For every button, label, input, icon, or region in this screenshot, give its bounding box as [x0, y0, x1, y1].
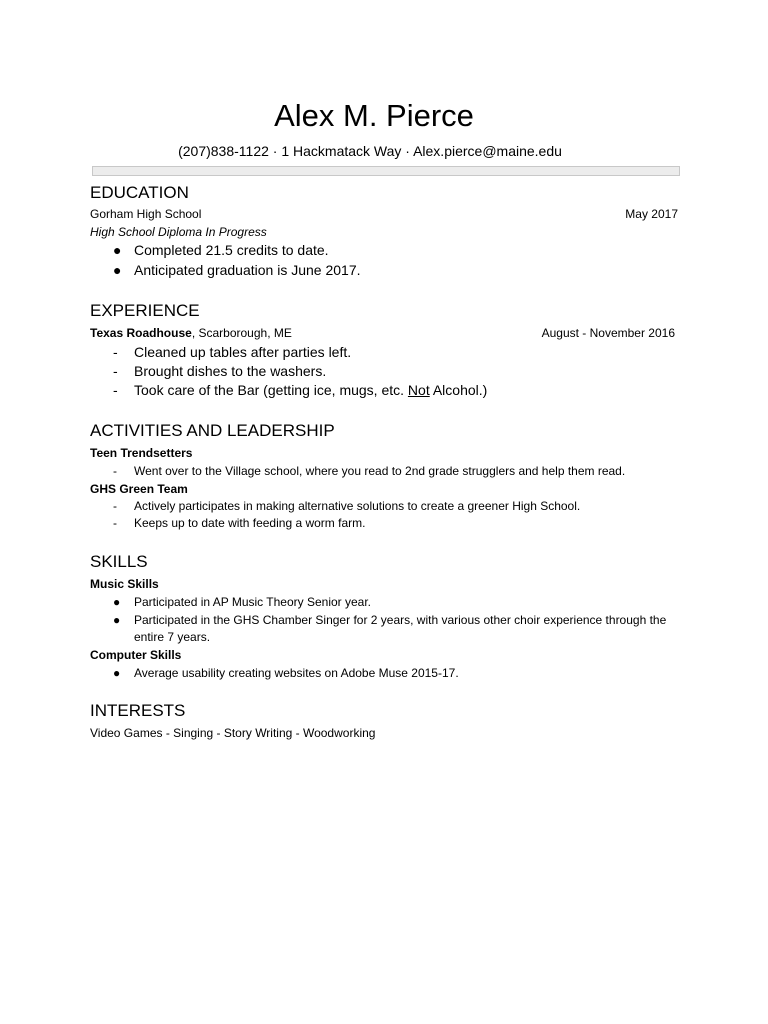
experience-date: August - November 2016	[541, 326, 675, 340]
bullet-dot: ●	[113, 242, 122, 258]
contact-line: (207)838-1122 · 1 Hackmatack Way · Alex.pierce@maine.edu	[178, 143, 562, 159]
skill-group-title: Music Skills	[90, 577, 159, 591]
activity-title: Teen Trendsetters	[90, 446, 193, 460]
experience-heading: EXPERIENCE	[90, 301, 200, 320]
employer-location: , Scarborough, ME	[191, 326, 292, 340]
education-heading: EDUCATION	[90, 183, 189, 202]
school-name: Gorham High School	[90, 207, 202, 221]
bullet-dot: ●	[113, 666, 121, 680]
bullet-dash: -	[113, 464, 117, 478]
bullet-dot: ●	[113, 262, 122, 278]
bullet-text: Participated in the GHS Chamber Singer for 2 years, with various other choir experience through the entire 7 years.	[134, 613, 667, 644]
bullet-text: Actively participates in making alternative solutions to create a greener High School.	[134, 499, 581, 513]
activity-title: GHS Green Team	[90, 482, 188, 496]
bullet-text-end: Alcohol.)	[429, 382, 488, 398]
bullet-dash: -	[113, 363, 118, 379]
bullet-dash: -	[113, 344, 118, 360]
degree: High School Diploma In Progress	[90, 225, 267, 239]
bullet-text	[134, 381, 674, 399]
bullet-text: Keeps up to date with feeding a worm farm.	[134, 516, 366, 530]
bullet-text: Brought dishes to the washers.	[134, 363, 327, 379]
bullet-dot: ●	[113, 613, 121, 627]
activities-heading: ACTIVITIES AND LEADERSHIP	[90, 421, 335, 440]
bullet-text-start: Took care of the Bar (getting ice, mugs, etc.	[134, 382, 408, 398]
bullet-dash: -	[113, 382, 118, 398]
education-school-row	[90, 206, 678, 222]
skills-heading: SKILLS	[90, 552, 148, 571]
skill-group-title: Computer Skills	[90, 648, 182, 662]
header-divider	[92, 166, 680, 176]
bullet-dash: -	[113, 516, 117, 530]
interests-text: Video Games - Singing - Story Writing - Woodworking	[90, 726, 376, 740]
bullet-dash: -	[113, 499, 117, 513]
bullet-text: Completed 21.5 credits to date.	[134, 242, 329, 258]
experience-employer-row	[90, 325, 675, 341]
bullet-text: Cleaned up tables after parties left.	[134, 344, 352, 360]
interests-heading: INTERESTS	[90, 701, 186, 720]
resume-name: Alex M. Pierce	[274, 98, 474, 133]
bullet-text: Went over to the Village school, where you read to 2nd grade strugglers and help them read.	[134, 464, 626, 478]
underlined-word: Not	[407, 382, 430, 398]
bullet-text: Anticipated graduation is June 2017.	[134, 262, 361, 278]
education-date: May 2017	[625, 207, 678, 221]
bullet-dot: ●	[113, 595, 121, 609]
bullet-text: Average usability creating websites on Adobe Muse 2015-17.	[134, 666, 459, 680]
bullet-text: Participated in AP Music Theory Senior year.	[134, 595, 372, 609]
employer-name: Texas Roadhouse	[90, 326, 192, 340]
